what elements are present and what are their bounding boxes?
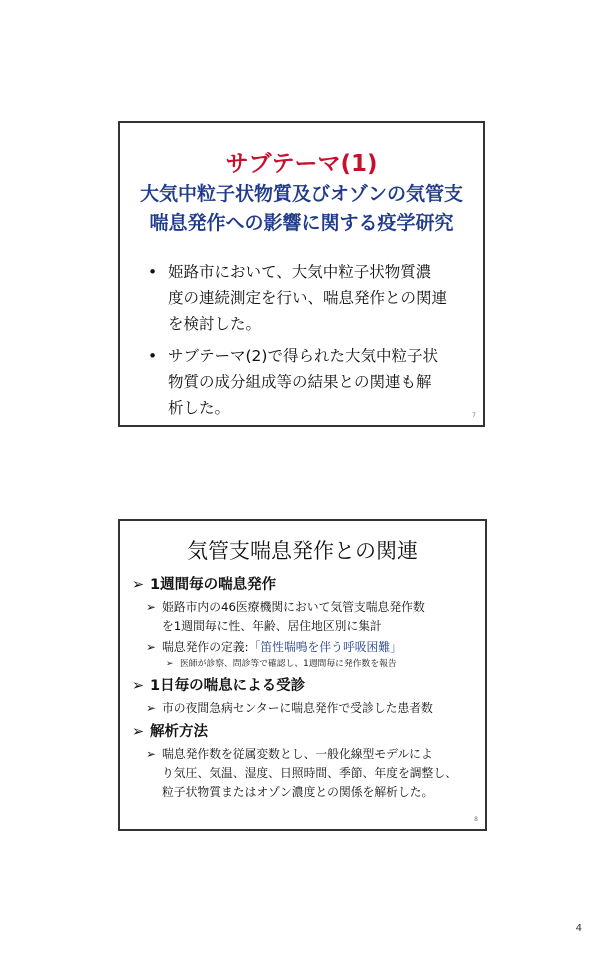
bullet-dot-icon: •: [148, 347, 158, 365]
section-heading: [132, 721, 477, 743]
section-heading-text: 解析方法: [150, 724, 208, 740]
slide-1-subtitle: [120, 180, 483, 238]
bullet-line: 物質の成分組成等の結果との関連も解: [168, 373, 432, 391]
section-heading: [132, 574, 477, 596]
slide-2-title: 気管支喘息発作との関連: [187, 539, 418, 563]
sub-item: [132, 638, 477, 657]
slide-1-subtitle-line-2: 喘息発作への影響に関する疫学研究: [149, 212, 454, 234]
sub-item: [132, 745, 477, 802]
bullet-dot-icon: •: [148, 263, 158, 281]
slide-2-content: [132, 571, 477, 802]
section-heading: [132, 675, 477, 697]
sub-item-line: 喘息発作数を従属変数とし、一般化線型モデルによ: [162, 747, 433, 761]
arrow-icon: ➢: [132, 678, 145, 694]
bullet-line: を検討した。: [168, 315, 262, 333]
arrow-icon: ➢: [132, 577, 145, 593]
slide-2: [118, 519, 487, 831]
sub-item-line: 姫路市内の46医療機関において気管支喘息発作数: [162, 600, 425, 614]
note-item: [132, 657, 477, 672]
definition-highlight: 「笛性喘鳴を伴う呼吸困難」: [248, 640, 402, 654]
bullet-line: 析した。: [168, 399, 231, 417]
sub-item: [132, 699, 477, 718]
slide-1-subtitle-line-1: 大気中粒子状物質及びオゾンの気管支: [139, 183, 463, 205]
sub-item-line: を1週間毎に性、年齢、居住地区別に集計: [162, 619, 382, 633]
arrow-icon: ➢: [146, 640, 156, 654]
arrow-icon: ➢: [146, 747, 156, 761]
arrow-icon: ➢: [146, 600, 156, 614]
bullet-line: 姫路市において、大気中粒子状物質濃: [168, 263, 432, 281]
section-heading-text: 1日毎の喘息による受診: [150, 678, 306, 694]
bullet-item: [142, 343, 469, 421]
arrow-icon: ➢: [166, 659, 174, 669]
slide-2-page-number: 8: [474, 816, 478, 823]
page-number: 4: [575, 923, 582, 934]
slide-1: [118, 121, 485, 427]
section-heading-text: 1週間毎の喘息発作: [150, 577, 277, 593]
sub-item-text: 市の夜間急病センターに喘息発作で受診した患者数: [162, 701, 433, 715]
sub-item: [132, 598, 477, 636]
arrow-icon: ➢: [132, 724, 145, 740]
bullet-item: [142, 259, 469, 337]
slide-1-page-number: 7: [472, 412, 476, 419]
bullet-line: サブテーマ(2)で得られた大気中粒子状: [168, 347, 438, 365]
sub-item-line: り気圧、気温、湿度、日照時間、季節、年度を調整し、: [162, 766, 457, 780]
arrow-icon: ➢: [146, 701, 156, 715]
slide-1-title: サブテーマ(1): [225, 151, 378, 177]
note-text: 医師が診察、問診等で確認し、1週間毎に発作数を報告: [180, 659, 397, 669]
sub-item-line: 粒子状物質またはオゾン濃度との関係を解析した。: [162, 785, 434, 799]
definition-label: 喘息発作の定義:: [162, 640, 249, 654]
bullet-line: 度の連続測定を行い、喘息発作との関連: [168, 289, 448, 307]
slide-1-bullets: [142, 259, 469, 427]
